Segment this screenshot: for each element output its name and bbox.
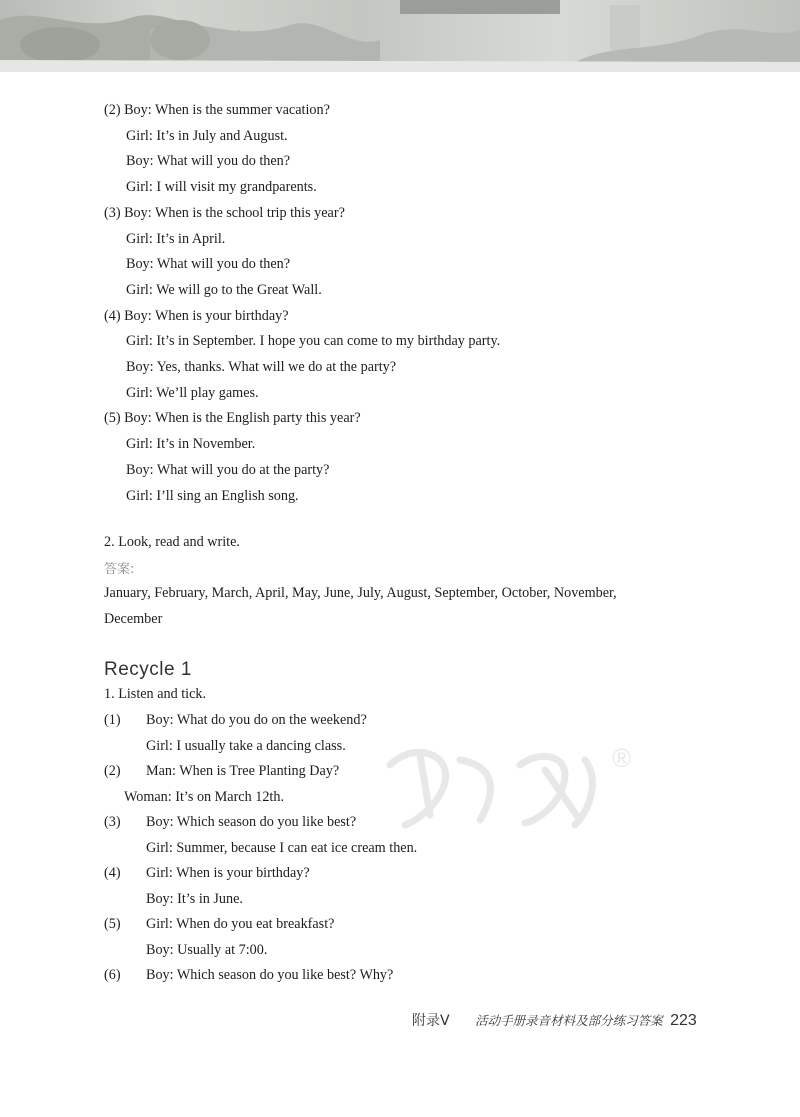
recycle-heading: Recycle 1 [104, 659, 192, 680]
dialogue-reply-line: Boy: What will you do then? [126, 153, 291, 170]
dialogue-reply-line: Boy: What will you do at the party? [126, 461, 330, 478]
dialogue-reply-line: Girl: I will visit my grandparents. [126, 179, 317, 196]
dialogue-line: Girl: Summer, because I can eat ice cream then. [146, 839, 418, 856]
dialogue-reply-line: Boy: Yes, thanks. What will we do at the party? [126, 359, 397, 375]
dialogue-line: Boy: Which season do you like best? [146, 814, 357, 830]
dialogue-line: Boy: It’s in June. [146, 890, 243, 907]
recycle-task-title: 1. Listen and tick. [104, 686, 207, 702]
dialogue-line: Girl: When is your birthday? [146, 865, 310, 881]
answer-line-1: January, February, March, April, May, June, July, August, September, October, November, [104, 585, 617, 601]
item-number: (6) [104, 967, 121, 983]
dialogue-reply-line: Girl: We’ll play games. [126, 384, 259, 401]
footer-appendix: 附录Ⅴ [412, 1013, 450, 1029]
page-number: 223 [670, 1012, 697, 1029]
dialogue-line: Boy: Which season do you like best? Why? [146, 967, 394, 983]
publisher-watermark [350, 725, 650, 845]
item-number: (4) [104, 865, 121, 881]
dialogue-line: Woman: It’s on March 12th. [124, 788, 285, 805]
item-number: (2) [104, 763, 121, 779]
dialogue-reply-line: Girl: It’s in November. [126, 436, 256, 453]
answer-line-2: December [104, 611, 163, 627]
dialogue-reply-line: Boy: What will you do then? [126, 256, 291, 273]
dialogue-line: Boy: Usually at 7:00. [146, 941, 268, 958]
item-number: (1) [104, 712, 121, 728]
item-number: (3) [104, 814, 121, 830]
dialogue-question-line: (2) Boy: When is the summer vacation? [104, 102, 330, 118]
dialogue-line: Girl: I usually take a dancing class. [146, 737, 346, 754]
dialogue-reply-line: Girl: We will go to the Great Wall. [126, 281, 322, 298]
page-footer [412, 1010, 697, 1030]
dialogue-question-line: (5) Boy: When is the English party this year? [104, 410, 361, 427]
dialogue-reply-line: Girl: It’s in September. I hope you can come to my birthday party. [126, 333, 501, 350]
registered-mark: ® [612, 743, 632, 773]
dialogue-question-line: (3) Boy: When is the school trip this year? [104, 204, 345, 221]
dialogue-line: Man: When is Tree Planting Day? [146, 763, 340, 779]
dialogue-reply-line: Girl: It’s in July and August. [126, 127, 288, 144]
dialogue-line: Girl: When do you eat breakfast? [146, 916, 335, 932]
answer-label: 答案: [104, 562, 135, 577]
dialogue-line: Boy: What do you do on the weekend? [146, 712, 367, 728]
footer-description: 活动手册录音材料及部分练习答案 [475, 1013, 663, 1028]
task-2-title: 2. Look, read and write. [104, 534, 240, 550]
dialogue-reply-line: Girl: I’ll sing an English song. [126, 487, 299, 504]
dialogue-question-line: (4) Boy: When is your birthday? [104, 307, 289, 324]
item-number: (5) [104, 916, 121, 932]
dialogue-reply-line: Girl: It’s in April. [126, 230, 226, 247]
